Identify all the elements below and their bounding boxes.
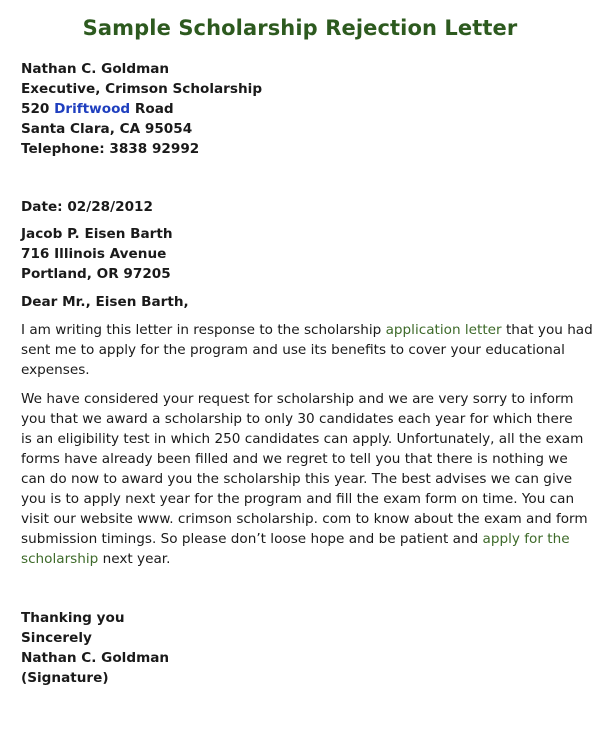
date-block	[21, 197, 581, 217]
sender-block	[21, 59, 581, 159]
closing-signature: (Signature)	[21, 670, 109, 686]
sender-position: Executive, Crimson Scholarship	[21, 81, 263, 97]
closing-block	[21, 608, 581, 688]
paragraph-2-text-end: next year.	[102, 551, 171, 567]
paragraph-2-line: visit our website www. crimson scholarship. com to know about the exam and form	[21, 511, 588, 527]
application-letter-link[interactable]: application letter	[385, 322, 502, 338]
sender-telephone: Telephone: 3838 92992	[21, 141, 200, 157]
paragraph-2-line: We have considered your request for scholarship and we are very sorry to inform	[21, 391, 574, 407]
paragraph-1-line-3: expenses.	[21, 362, 90, 378]
closing-sincerely: Sincerely	[21, 630, 92, 646]
paragraph-1-text: I am writing this letter in response to the scholarship	[21, 322, 382, 338]
street-link[interactable]: Driftwood	[54, 101, 131, 117]
recipient-block	[21, 224, 581, 284]
page-title: Sample Scholarship Rejection Letter	[82, 16, 518, 40]
recipient-city: Portland, OR 97205	[21, 266, 171, 282]
salutation-block	[21, 292, 581, 312]
recipient-name: Jacob P. Eisen Barth	[21, 226, 173, 242]
recipient-street: 716 Illinois Avenue	[21, 246, 167, 262]
paragraph-2-line: can do now to award you the scholarship this year. The best advises we can give	[21, 471, 573, 487]
paragraph-2	[21, 389, 588, 569]
apply-scholarship-link-cont[interactable]: scholarship	[21, 551, 99, 567]
sender-name: Nathan C. Goldman	[21, 61, 170, 77]
paragraph-1-line-1	[21, 320, 593, 340]
closing-name: Nathan C. Goldman	[21, 650, 170, 666]
paragraph-2-text: submission timings. So please don’t loose hope and be patient and	[21, 531, 479, 547]
sender-street-number: 520	[21, 101, 50, 117]
paragraph-2-line: forms have already been filled and we regret to tell you that there is nothing we	[21, 451, 568, 467]
paragraph-2-line: is an eligibility test in which 250 candidates can apply. Unfortunately, all the exam	[21, 431, 584, 447]
paragraph-2-line-9	[21, 549, 581, 569]
closing-thanks: Thanking you	[21, 610, 125, 626]
salutation: Dear Mr., Eisen Barth,	[21, 294, 189, 310]
paragraph-2-line: you is to apply next year for the program and fill the exam form on time. You can	[21, 491, 575, 507]
apply-scholarship-link[interactable]: apply for the	[482, 531, 570, 547]
paragraph-1-line-2: sent me to apply for the program and use its benefits to cover your educational	[21, 342, 565, 358]
paragraph-2-line-8	[21, 529, 581, 549]
sender-street-suffix: Road	[134, 101, 174, 117]
sender-street	[21, 99, 581, 119]
letter-date: Date: 02/28/2012	[21, 199, 153, 215]
paragraph-1-text-after: that you had	[505, 322, 593, 338]
paragraph-2-line: you that we award a scholarship to only 30 candidates each year for which there	[21, 411, 573, 427]
paragraph-1	[21, 320, 593, 380]
sender-city: Santa Clara, CA 95054	[21, 121, 193, 137]
